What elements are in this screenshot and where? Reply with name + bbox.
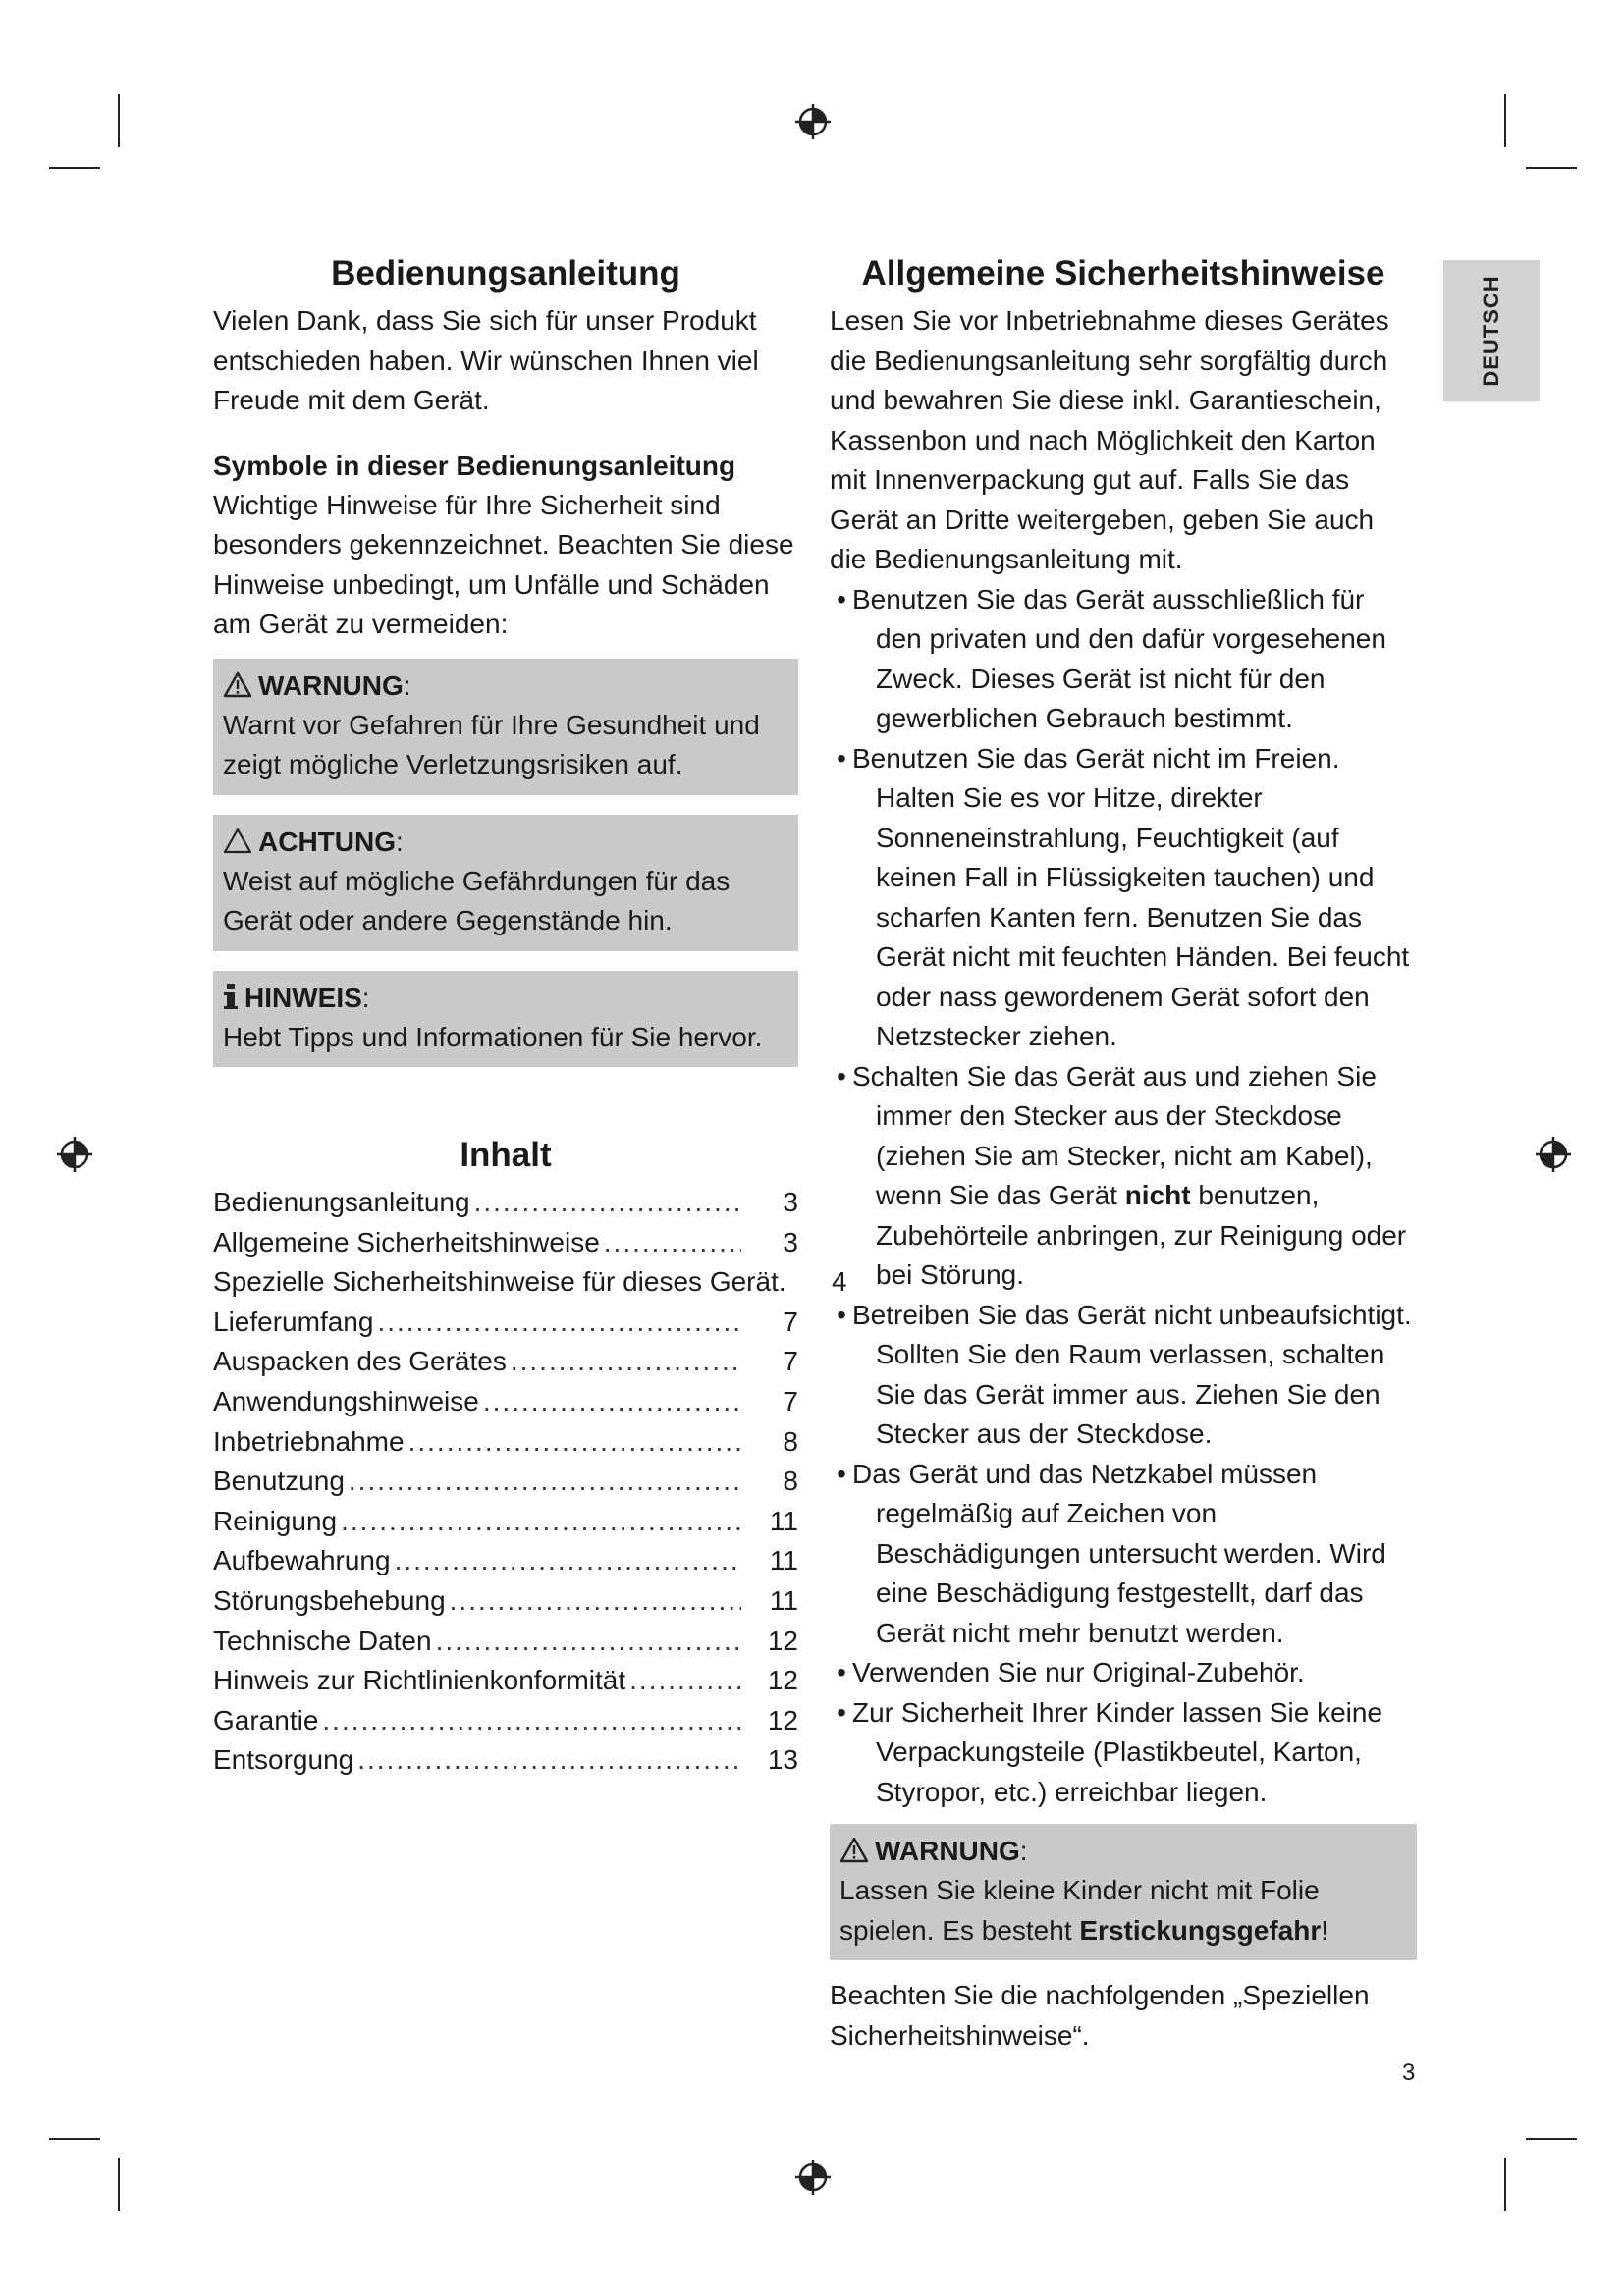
note-box-text: Hebt Tipps und Informationen für Sie hervor. — [223, 1021, 763, 1052]
crop-mark — [1504, 2158, 1506, 2211]
child-warning-box — [830, 1824, 1417, 1960]
toc-entry[interactable]: Benutzung ..... 8 — [213, 1462, 798, 1502]
list-item: • Betreiben Sie das Gerät nicht unbeaufsichtigt. Sollten Sie den Raum verlassen, schalten Sie das Gerät immer aus. Ziehen Sie den Stecker aus der Steckdose. — [830, 1296, 1417, 1455]
warning-box — [213, 659, 798, 795]
registration-mark-icon — [793, 2158, 833, 2197]
registration-mark-icon — [55, 1135, 94, 1174]
toc-entry[interactable]: Entsorgung ..... 13 — [213, 1740, 798, 1781]
list-item: • Verwenden Sie nur Original-Zubehör. — [830, 1653, 1417, 1693]
caution-triangle-icon — [223, 828, 252, 854]
info-icon — [223, 983, 239, 1010]
crop-mark — [118, 2158, 120, 2211]
toc-entry[interactable]: Allgemeine Sicherheitshinweise ..... 3 — [213, 1223, 798, 1263]
registration-mark-icon — [793, 102, 833, 141]
note-box-title: HINWEIS: — [223, 979, 788, 1018]
toc-entry[interactable]: Anwendungshinweise ..... 7 — [213, 1382, 798, 1422]
caution-box-title: ACHTUNG: — [223, 823, 788, 862]
toc-entry[interactable]: Hinweis zur Richtlinienkonformität ..... 12 — [213, 1661, 798, 1701]
toc-entry[interactable]: Bedienungsanleitung ..... 3 — [213, 1183, 798, 1223]
crop-mark — [49, 2138, 100, 2140]
symbols-text: Wichtige Hinweise für Ihre Sicherheit sind besonders gekennzeichnet. Beachten Sie diese Hinweise unbedingt, um Unfälle und Schäden am Gerät zu vermeiden: — [213, 489, 794, 639]
warning-triangle-icon — [223, 671, 252, 698]
safety-intro-text: Lesen Sie vor Inbetriebnahme dieses Gerätes die Bedienungsanleitung sehr sorgfältig durch und bewahren Sie diese inkl. Garantieschein, Kassenbon und nach Möglichkeit den Karton mit Innenverpackung gut auf. Falls Sie das Gerät an Dritte weitergeben, geben Sie auch die Bedienungsanleitung mit. — [830, 305, 1389, 574]
section-title-sicherheitshinweise: Allgemeine Sicherheitshinweise — [861, 254, 1385, 293]
child-warning-text: Lassen Sie kleine Kinder nicht mit Folie spielen. Es besteht Erstickungsgefahr! — [839, 1875, 1329, 1946]
closing-text: Beachten Sie die nachfolgenden „Speziellen Sicherheitshinweise“. — [830, 1980, 1370, 2051]
symbols-heading: Symbole in dieser Bedienungsanleitung — [213, 450, 736, 481]
safety-list — [830, 580, 1417, 1813]
crop-mark — [1526, 2138, 1577, 2140]
toc-entry[interactable]: Garantie ..... 12 — [213, 1701, 798, 1741]
page-number: 3 — [1402, 2059, 1416, 2086]
toc-entry[interactable]: Lieferumfang ..... 7 — [213, 1303, 798, 1343]
list-item: • Benutzen Sie das Gerät ausschließlich für den privaten und den dafür vorgesehenen Zweck. Dieses Gerät ist nicht für den gewerblichen Gebrauch bestimmt. — [830, 580, 1417, 739]
toc-entry[interactable]: Aufbewahrung ..... 11 — [213, 1541, 798, 1581]
left-column — [213, 250, 847, 1781]
crop-mark — [1526, 167, 1577, 169]
note-box — [213, 971, 798, 1068]
toc-entry[interactable]: Reinigung ..... 11 — [213, 1502, 798, 1542]
list-item: • Schalten Sie das Gerät aus und ziehen Sie immer den Stecker aus der Steckdose (ziehen Sie am Stecker, nicht am Kabel), wenn Sie das Gerät nicht benutzen, Zubehörteile anbringen, zur Reinigung oder bei Störung. — [830, 1057, 1417, 1296]
crop-mark — [118, 94, 120, 147]
intro-text: Vielen Dank, dass Sie sich für unser Produkt entschieden haben. Wir wünschen Ihnen viel Freude mit dem Gerät. — [213, 305, 759, 415]
language-tab-label: DEUTSCH — [1479, 275, 1503, 387]
table-of-contents — [213, 1183, 847, 1781]
warning-box-title: WARNUNG: — [223, 667, 788, 706]
list-item: • Das Gerät und das Netzkabel müssen regelmäßig auf Zeichen von Beschädigungen untersucht werden. Wird eine Beschädigung festgestellt, darf das Gerät nicht mehr benutzt werden. — [830, 1455, 1417, 1654]
warning-triangle-icon — [839, 1837, 869, 1863]
list-item: • Zur Sicherheit Ihrer Kinder lassen Sie keine Verpackungsteile (Plastikbeutel, Karton, Styropor, etc.) erreichbar liegen. — [830, 1693, 1417, 1813]
toc-entry[interactable]: Auspacken des Gerätes ..... 7 — [213, 1342, 798, 1382]
caution-box — [213, 815, 798, 951]
section-title-bedienungsanleitung: Bedienungsanleitung — [331, 254, 680, 293]
toc-entry[interactable]: Inbetriebnahme ..... 8 — [213, 1422, 798, 1463]
toc-entry[interactable]: Technische Daten ..... 12 — [213, 1622, 798, 1662]
toc-title: Inhalt — [460, 1136, 552, 1174]
toc-entry[interactable]: Störungsbehebung ..... 11 — [213, 1581, 798, 1622]
toc-entry[interactable]: Spezielle Sicherheitshinweise für dieses Gerät. 4 — [213, 1266, 847, 1298]
right-column — [830, 250, 1417, 2056]
list-item: • Benutzen Sie das Gerät nicht im Freien. Halten Sie es vor Hitze, direkter Sonneneinstrahlung, Feuchtigkeit (auf keinen Fall in Flüssigkeiten tauchen) und scharfen Kanten fern. Benutzen Sie das Gerät nicht mit feuchten Händen. Bei feucht oder nass gewordenem Gerät sofort den Netzstecker ziehen. — [830, 739, 1417, 1057]
crop-mark — [49, 167, 100, 169]
warning-box-text: Warnt vor Gefahren für Ihre Gesundheit und zeigt mögliche Verletzungsrisiken auf. — [223, 709, 760, 779]
crop-mark — [1504, 94, 1506, 147]
caution-box-text: Weist auf mögliche Gefährdungen für das Gerät oder andere Gegenstände hin. — [223, 865, 731, 935]
language-tab — [1443, 260, 1540, 401]
registration-mark-icon — [1534, 1135, 1573, 1174]
child-warning-title: WARNUNG: — [839, 1832, 1407, 1871]
